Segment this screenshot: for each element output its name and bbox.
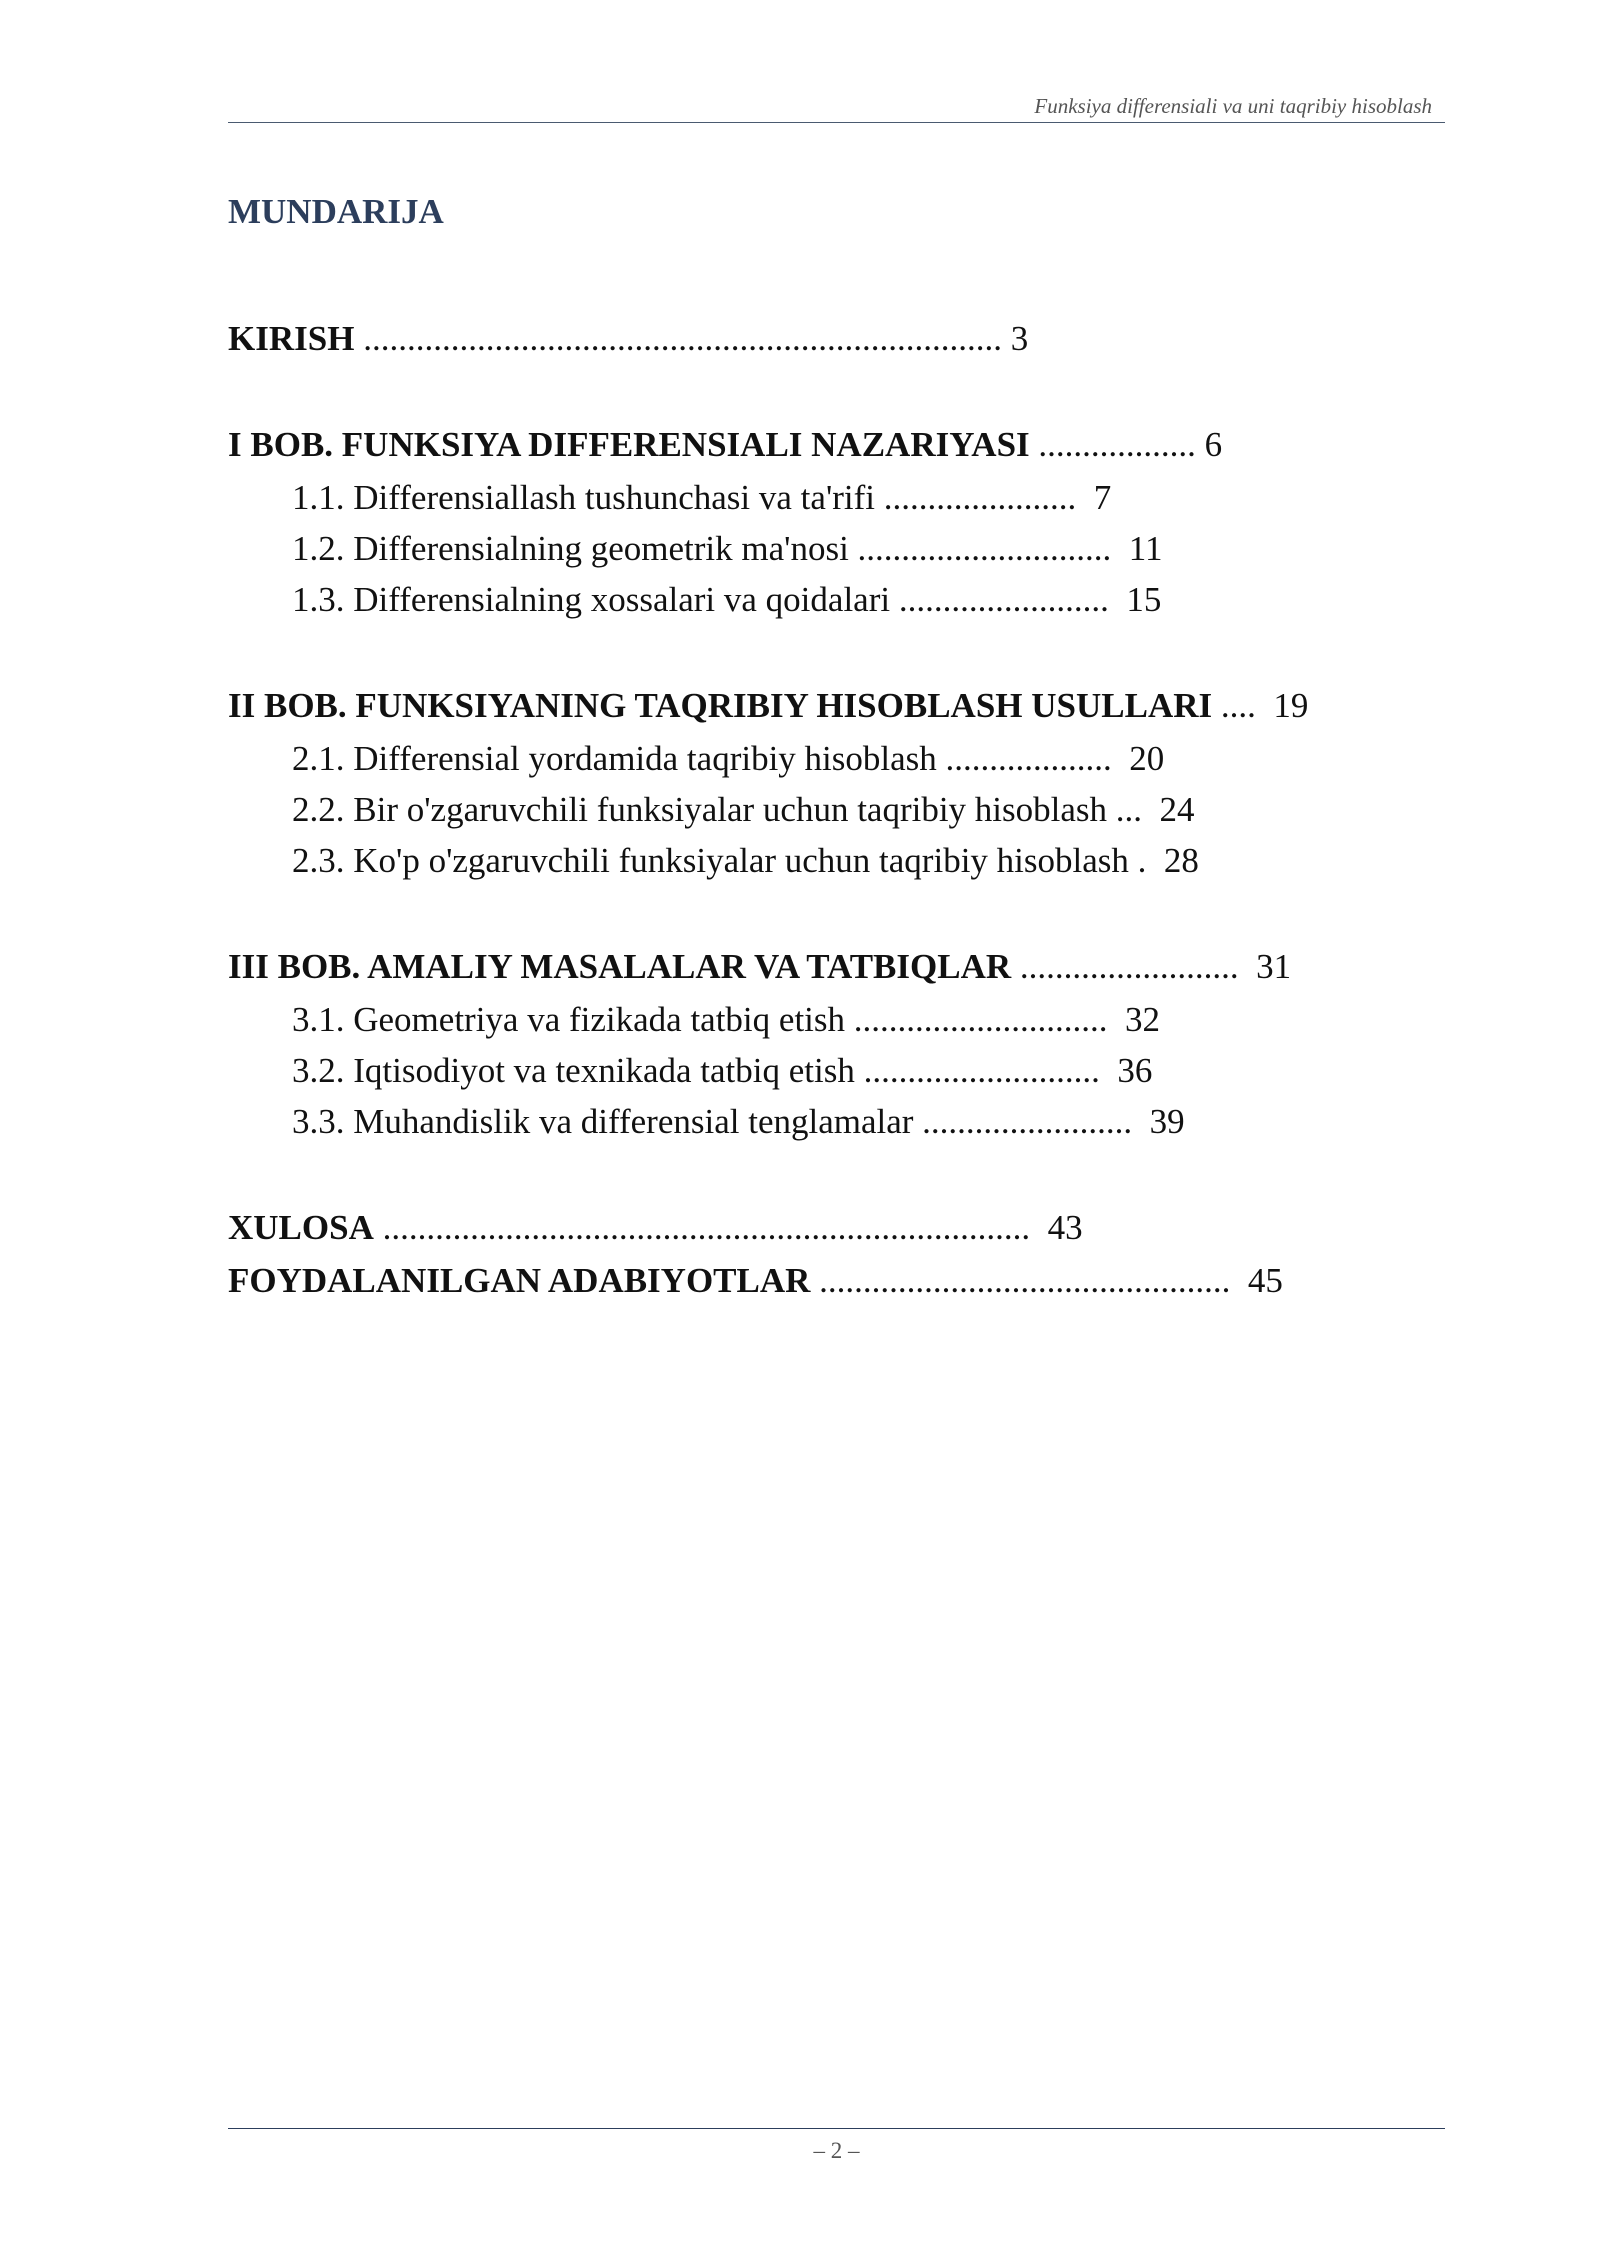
toc-entry-leader: ............................. <box>845 1000 1126 1039</box>
toc-entry-label: 2.1. Differensial yordamida taqribiy hisoblash <box>292 739 937 778</box>
toc-entry-page: 11 <box>1128 529 1163 568</box>
toc-entry-label: 1.2. Differensialning geometrik ma'nosi <box>292 529 849 568</box>
toc-entry-page: 20 <box>1129 739 1165 778</box>
header-divider <box>228 122 1445 123</box>
toc-entry-section-3-1 <box>292 998 1160 1042</box>
toc-entry-label: 1.1. Differensiallash tushunchasi va ta'rifi <box>292 478 876 517</box>
toc-entry-label: II BOB. FUNKSIYANING TAQRIBIY HISOBLASH USULLARI <box>228 686 1213 725</box>
toc-entry-label: 3.2. Iqtisodiyot va texnikada tatbiq etish <box>292 1051 855 1090</box>
toc-entry-section-2-2 <box>292 788 1195 832</box>
toc-entry-label: III BOB. AMALIY MASALALAR VA TATBIQLAR <box>228 947 1012 986</box>
toc-entry-page: 45 <box>1247 1261 1283 1300</box>
toc-entry-page: 39 <box>1149 1102 1185 1141</box>
toc-title: MUNDARIJA <box>228 192 444 231</box>
toc-entry-page: 7 <box>1093 478 1112 517</box>
toc-entry-label: 2.3. Ko'p o'zgaruvchili funksiyalar uchun taqribiy hisoblash <box>292 841 1129 880</box>
toc-entry-xulosa <box>228 1206 1083 1250</box>
toc-entry-leader: ............................. <box>848 529 1129 568</box>
toc-entry-page: 3 <box>1010 319 1029 358</box>
toc-entry-page: 32 <box>1125 1000 1161 1039</box>
toc-entry-page: 6 <box>1204 425 1223 464</box>
toc-entry-leader: ........................ <box>890 580 1127 619</box>
toc-entry-section-1-1 <box>292 476 1111 520</box>
toc-entry-label: 3.1. Geometriya va fizikada tatbiq etish <box>292 1000 846 1039</box>
toc-entry-leader: ............................................... <box>810 1261 1248 1300</box>
toc-entry-leader: ................... <box>936 739 1130 778</box>
toc-entry-references <box>228 1259 1283 1303</box>
toc-entry-leader: ......................................................................... <box>354 319 1011 358</box>
toc-entry-leader: ... <box>1107 790 1160 829</box>
toc-entry-leader: . <box>1128 841 1164 880</box>
toc-entry-leader: ...................... <box>875 478 1094 517</box>
toc-entry-page: 43 <box>1047 1208 1083 1247</box>
toc-entry-label: XULOSA <box>228 1208 374 1247</box>
footer-divider <box>228 2128 1445 2129</box>
toc-entry-chapter-2 <box>228 684 1308 728</box>
toc-entry-section-2-3 <box>292 839 1199 883</box>
toc-entry-page: 31 <box>1256 947 1292 986</box>
toc-entry-page: 15 <box>1126 580 1162 619</box>
toc-entry-label: 1.3. Differensialning xossalari va qoidalari <box>292 580 891 619</box>
toc-entry-page: 24 <box>1159 790 1195 829</box>
toc-entry-page: 36 <box>1117 1051 1153 1090</box>
toc-entry-chapter-3 <box>228 945 1291 989</box>
toc-entry-label: I BOB. FUNKSIYA DIFFERENSIALI NAZARIYASI <box>228 425 1030 464</box>
toc-entry-leader: .................. <box>1029 425 1205 464</box>
toc-entry-section-3-3 <box>292 1100 1185 1144</box>
toc-entry-leader: ........................... <box>854 1051 1118 1090</box>
toc-entry-leader: .... <box>1212 686 1274 725</box>
page-number: – 2 – <box>813 2138 860 2163</box>
toc-entry-section-1-3 <box>292 578 1161 622</box>
toc-entry-chapter-1 <box>228 423 1222 467</box>
toc-entry-page: 19 <box>1273 686 1309 725</box>
toc-entry-section-2-1 <box>292 737 1164 781</box>
toc-entry-page: 28 <box>1163 841 1199 880</box>
toc-entry-leader: ........................ <box>913 1102 1150 1141</box>
toc-entry-section-3-2 <box>292 1049 1152 1093</box>
toc-entry-label: FOYDALANILGAN ADABIYOTLAR <box>228 1261 811 1300</box>
toc-entry-kirish <box>228 317 1028 361</box>
toc-entry-label: KIRISH <box>228 319 355 358</box>
toc-entry-section-1-2 <box>292 527 1163 571</box>
toc-entry-label: 2.2. Bir o'zgaruvchili funksiyalar uchun taqribiy hisoblash <box>292 790 1108 829</box>
toc-entry-label: 3.3. Muhandislik va differensial tenglamalar <box>292 1102 914 1141</box>
toc-entry-leader: ......................... <box>1011 947 1257 986</box>
running-header-title: Funksiya differensiali va uni taqribiy hisoblash <box>1034 94 1432 118</box>
toc-entry-leader: .......................................................................... <box>373 1208 1048 1247</box>
